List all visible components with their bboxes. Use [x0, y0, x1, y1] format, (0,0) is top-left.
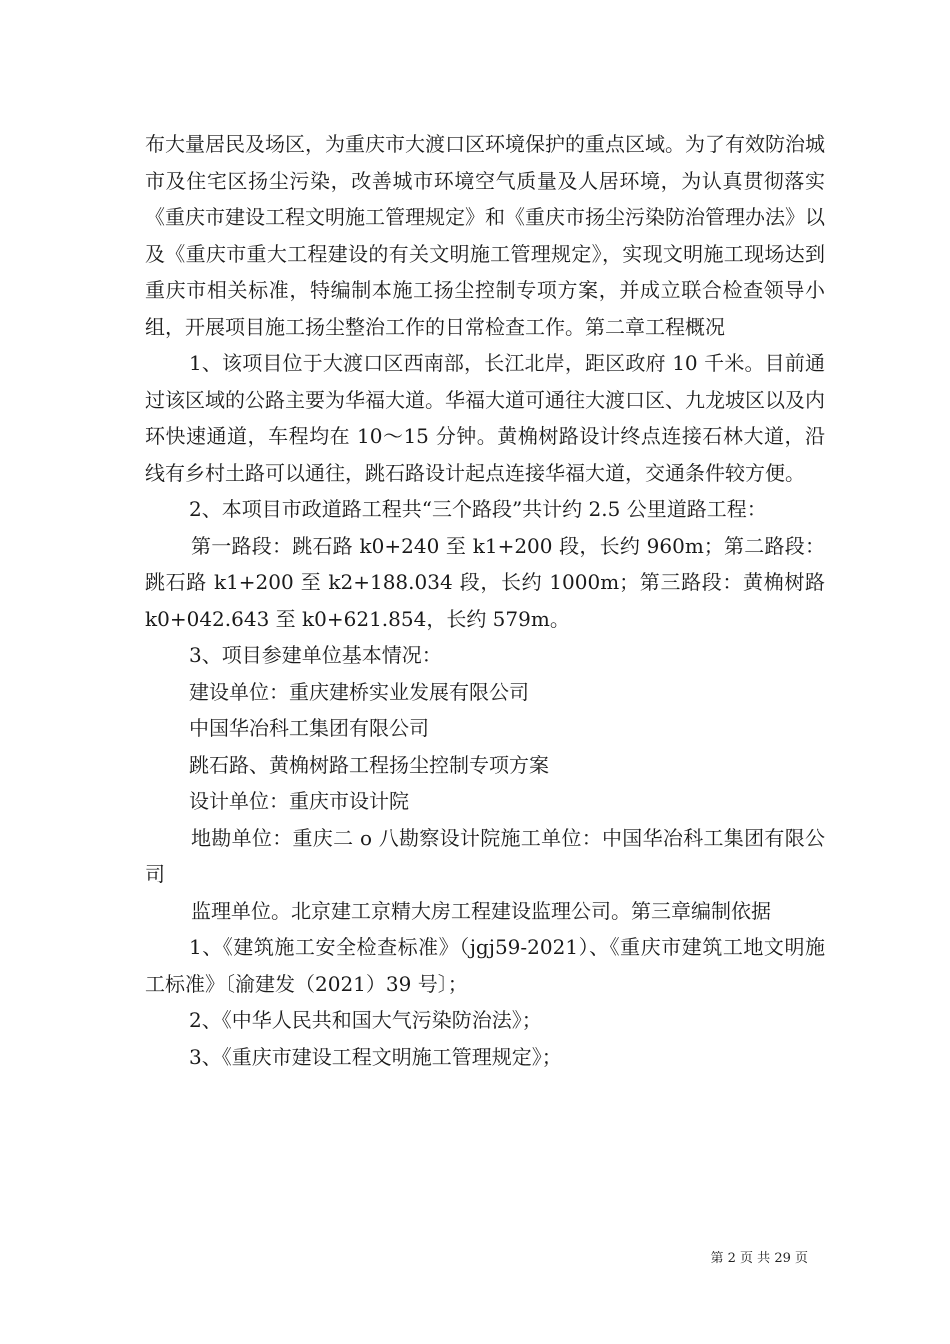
paragraph-basis-3: 3、《重庆市建设工程文明施工管理规定》；	[189, 1044, 562, 1069]
paragraph-plan-title: 跳石路、黄桷树路工程扬尘控制专项方案	[189, 752, 549, 777]
paragraph-basis-1: 1、《建筑施工安全检查标准》（jgj59-2021）、《重庆市建筑工地文明施工标准》〔渝建发（2021）39 号〕；	[145, 935, 825, 996]
paragraph-supervisor: 监理单位。北京建工京精大房工程建设监理公司。第三章编制依据	[191, 898, 771, 923]
paragraph-participants-heading: 3、项目参建单位基本情况：	[189, 643, 442, 667]
paragraph-survey: 地勘单位：重庆二 o 八勘察设计院施工单位：中国华冶科工集团有限公司	[145, 825, 825, 886]
paragraph-intro: 布大量居民及场区，为重庆市大渡口区环境保护的重点区域。为了有效防治城市及住宅区扬尘污染，改善城市环境空气质量及人居环境，为认真贯彻落实《重庆市建设工程文明施工管理规定》和《重庆市扬尘污染防治管理办法》以及《重庆市重大工程建设的有关文明施工管理规定》，实现文明施工现场达到重庆市相关标准，特编制本施工扬尘控制专项方案，并成立联合检查领导小组，开展项目施工扬尘整治工作的日常检查工作。第二章工程概况	[145, 132, 825, 339]
paragraph-basis-2: 2、《中华人民共和国大气污染防治法》；	[189, 1008, 542, 1032]
paragraph-section-details: 第一路段：跳石路 k0+240 至 k1+200 段，长约 960m；第二路段：跳石路 k1+200 至 k2+188.034 段，长约 1000m；第三路段：黄桷树路 k0+042.643 至 k0+621.854，长约 579m。	[145, 533, 825, 631]
document-body	[145, 126, 825, 1075]
paragraph-designer: 设计单位：重庆市设计院	[189, 789, 409, 813]
paragraph-builder: 建设单位：重庆建桥实业发展有限公司	[189, 679, 529, 704]
paragraph-location: 1、该项目位于大渡口区西南部，长江北岸，距区政府 10 千米。目前通过该区域的公路主要为华福大道。华福大道可通往大渡口区、九龙坡区以及内环快速通道，车程均在 10～15 分钟。黄桷树路设计终点连接石林大道，沿线有乡村土路可以通往，跳石路设计起点连接华福大道，交通条件较方便。	[145, 351, 825, 485]
page-number-footer: 第 2 页 共 29 页	[710, 1251, 808, 1266]
paragraph-road-sections: 2、本项目市政道路工程共“三个路段”共计约 2.5 公里道路工程：	[189, 497, 767, 521]
paragraph-company: 中国华冶科工集团有限公司	[189, 716, 429, 740]
